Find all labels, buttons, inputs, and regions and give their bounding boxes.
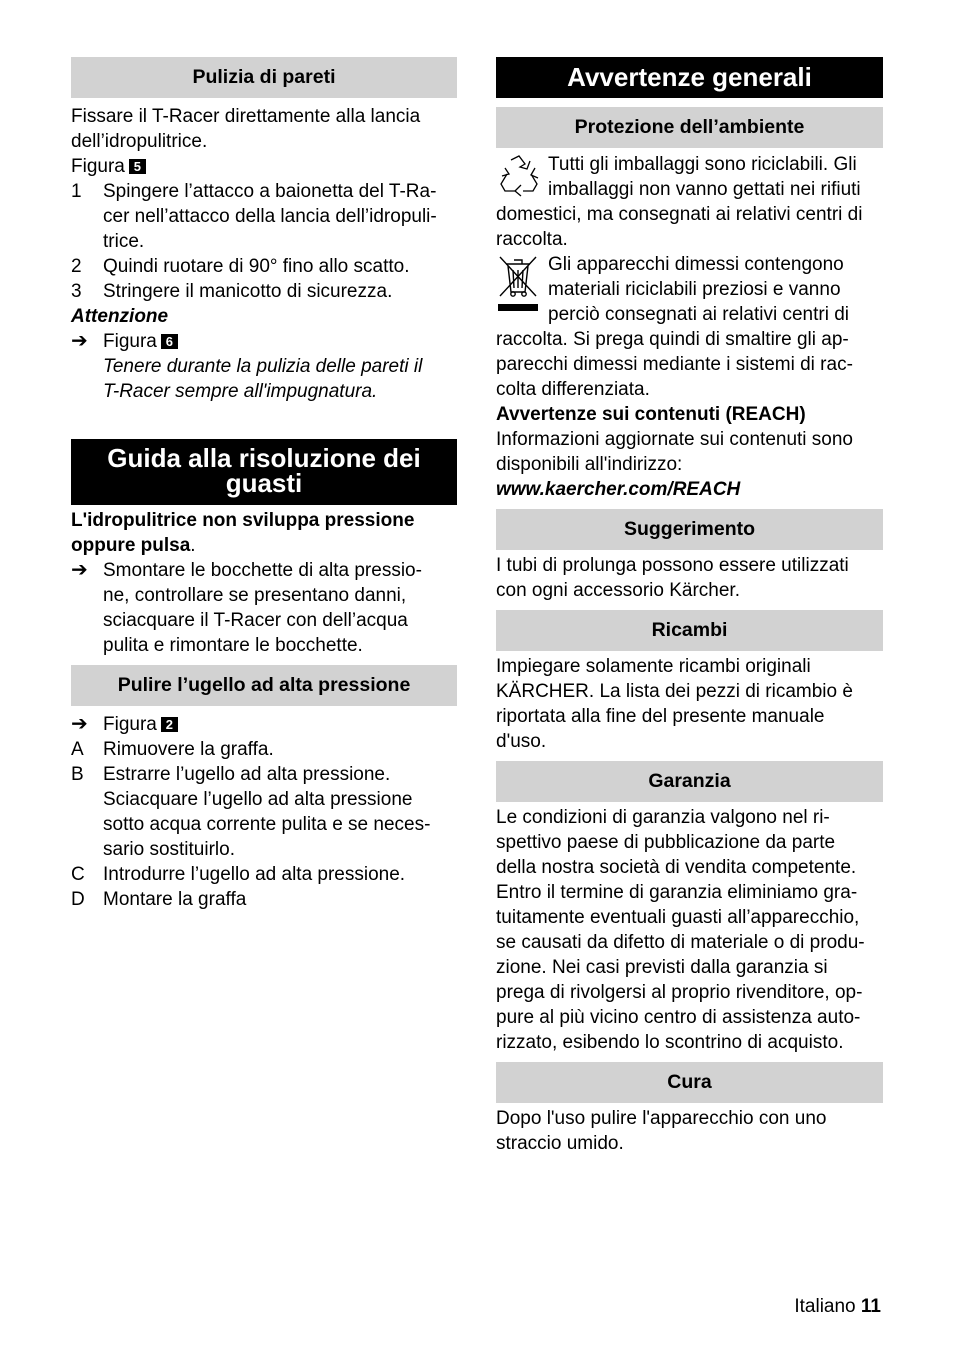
heading-cura: Cura <box>496 1062 883 1103</box>
footer-language: Italiano <box>794 1296 856 1317</box>
heading-pulire-ugello: Pulire l’ugello ad alta pressione <box>71 665 457 706</box>
heading-ricambi: Ricambi <box>496 610 883 651</box>
right-arrow-icon: ➔ <box>71 713 88 735</box>
figure-number-badge: 5 <box>129 159 146 174</box>
heading-avvertenze-generali: Avvertenze generali <box>496 57 883 98</box>
heading-garanzia: Garanzia <box>496 761 883 802</box>
garanzia-text: Le condizioni di garanzia valgono nel ri- spettivo paese di pubblicazione da parte della nostra società di vendita competente. Entro il termine di garanzia eliminiamo gra- tuitamente eventuali guasti all’apparecchio, se causati da difetto di materiale o di produ- zione. Nei casi previsti dalla garanzia si prega di rivolgersi al proprio rivenditore, op- pure al più vicino centro di assistenza auto- rizzato, esibendo lo scontrino di acquisto. <box>496 807 865 1053</box>
heading-guida-risoluzione-guasti: Guida alla risoluzione dei guasti <box>71 439 457 505</box>
right-column <box>496 57 883 1156</box>
reach-url: www.kaercher.com/REACH <box>496 479 741 500</box>
heading-protezione-ambiente: Protezione dell’ambiente <box>496 107 883 148</box>
list-item: 1 Spingere l’attacco a baionetta del T-Ra- cer nell’attacco della lancia dell’idropuli- trice. <box>71 181 437 252</box>
suggerimento-text: I tubi di prolunga possono essere utilizzati con ogni accessorio Kärcher. <box>496 555 849 601</box>
heading-suggerimento: Suggerimento <box>496 509 883 550</box>
attention-figure-ref: ➔ Figura 6 <box>71 329 457 354</box>
list-item: 2 Quindi ruotare di 90° fino allo scatto. <box>71 256 410 277</box>
paragraph-intro: Fissare il T-Racer direttamente alla lancia dell’idropulitrice. <box>71 106 421 152</box>
list-item: C Introdurre l’ugello ad alta pressione. <box>71 864 406 885</box>
list-item: A Rimuovere la graffa. <box>71 739 274 760</box>
list-item: D Montare la graffa <box>71 889 247 910</box>
cura-text: Dopo l'uso pulire l'apparecchio con uno straccio umido. <box>496 1108 827 1154</box>
recycle-paragraph: Tutti gli imballaggi sono riciclabili. Gli imballaggi non vanno gettati nei rifiuti domestici, ma consegnati ai relativi centri di raccolta. <box>496 154 863 250</box>
left-column <box>71 57 457 912</box>
heading-pulizia-pareti: Pulizia di pareti <box>71 57 457 98</box>
ricambi-text: Impiegare solamente ricambi originali KÄRCHER. La lista dei pezzi di ricambio è riportata alla fine del presente manuale d'uso. <box>496 656 853 752</box>
page-footer <box>794 1294 881 1319</box>
attention-text: Tenere durante la pulizia delle pareti il T-Racer sempre all'impugnatura. <box>103 356 423 402</box>
list-item: 3 Stringere il manicotto di sicurezza. <box>71 281 393 302</box>
right-arrow-icon: ➔ <box>71 330 88 352</box>
recycle-icon <box>496 152 548 202</box>
figure-number-badge: 6 <box>161 334 178 349</box>
weee-paragraph: Gli apparecchi dimessi contengono materiali riciclabili preziosi e vanno perciò consegnati ai relativi centri di raccolta. Si prega quindi di smaltire gli ap- parecchi dimessi mediante i sistemi di rac- colta differenziata. <box>496 254 853 400</box>
problem-statement: L'idropulitrice non sviluppa pressione oppure pulsa. <box>71 510 415 556</box>
attention-label: Attenzione <box>71 306 169 327</box>
figure-ref: ➔ Figura 2 <box>71 712 457 737</box>
reach-heading: Avvertenze sui contenuti (REACH) <box>496 404 806 425</box>
list-item: B Estrarre l’ugello ad alta pressione. Sciacquare l’ugello ad alta pressione sotto acqua corrente pulita e se neces- sario sostituirlo. <box>71 764 431 860</box>
page-number: 11 <box>860 1296 881 1317</box>
solution-item: ➔ Smontare le bocchette di alta pressio- ne, controllare se presentano danni, sciacquare il T-Racer con dell’acqua pulita e rimontare le bocchette. <box>71 559 422 656</box>
right-arrow-icon: ➔ <box>71 559 88 581</box>
figure-ref: Figura 5 <box>71 154 457 179</box>
reach-text: Informazioni aggiornate sui contenuti sono disponibili all'indirizzo: <box>496 429 854 475</box>
crossed-bin-icon <box>496 252 548 327</box>
figure-number-badge: 2 <box>161 717 178 732</box>
